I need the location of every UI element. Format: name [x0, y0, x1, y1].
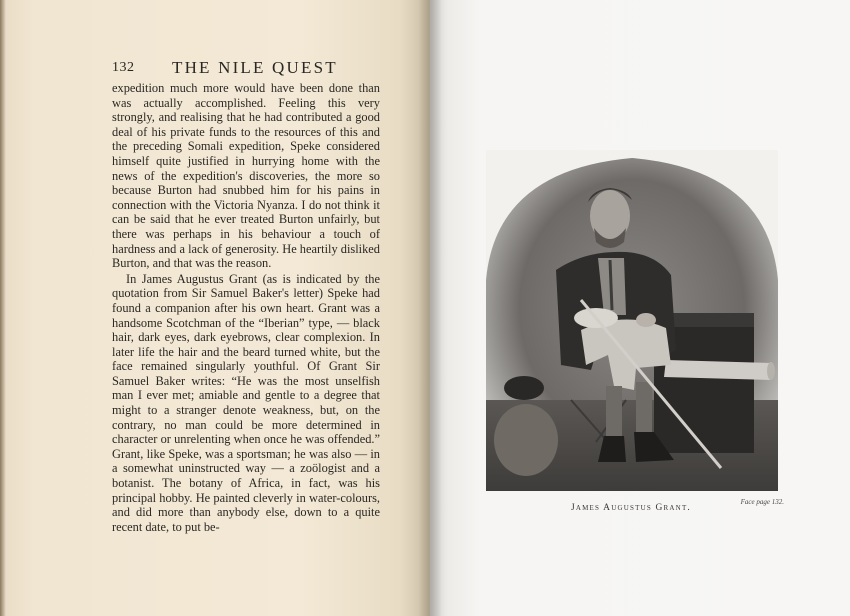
face-page-note: Face page 132. — [740, 498, 784, 506]
portrait-plate — [486, 150, 778, 491]
book-gutter — [418, 0, 442, 616]
left-page-edge — [0, 0, 6, 616]
pith-helmet — [504, 376, 544, 400]
portrait-photo — [486, 150, 778, 491]
body-text — [112, 81, 380, 534]
paragraph-2: In James Augustus Grant (as is indicated by the quotation from Sir Samuel Baker's letter) Speke had found a companion after his own heart. Grant was a handsome Scotchman of the “Iberian” type, — black hair, dark eyes, dark eyebrows, clear complexion. In later life the hair and the beard turned white, but the face remained singularly youthful. Of Grant Sir Samuel Baker writes: “He was the most unselfish man I ever met; amiable and gentle to a degree that might to a stranger denote weakness, but, on the contrary, no man could be more determined in character or unrelenting when once he was offended.” Grant, like Speke, was a sportsman; he was also — in a somewhat uninstructed way — a zoölogist and a botanist. The botany of Africa, in fact, was his principal hobby. He painted cleverly in water-colours, and did more than anybody else, down to a quite recent date, to put be- — [112, 271, 380, 534]
running-head — [112, 58, 412, 82]
plate-caption: James Augustus Grant. — [570, 503, 691, 513]
running-title: THE NILE QUEST — [172, 58, 338, 77]
page-number: 132 — [112, 60, 135, 75]
sack — [494, 404, 558, 476]
rolled-map — [664, 360, 772, 380]
paragraph-1: expedition much more would have been done than was actually accomplished. Feeling this very strongly, and realising that he had contributed a good deal of his private funds to the resources of this and the preceding Somali expedition, Speke considered himself quite justified in hurrying home with the news of the expedition's discoveries, the more so because Burton had snubbed him for his pains in connection with the Victoria Nyanza. I do not think it can be said that he ever treated Burton unfairly, but there was perhaps in his behaviour a touch of hardness and a lack of generosity. He heartily disliked Burton, and that was the reason. — [112, 81, 380, 271]
